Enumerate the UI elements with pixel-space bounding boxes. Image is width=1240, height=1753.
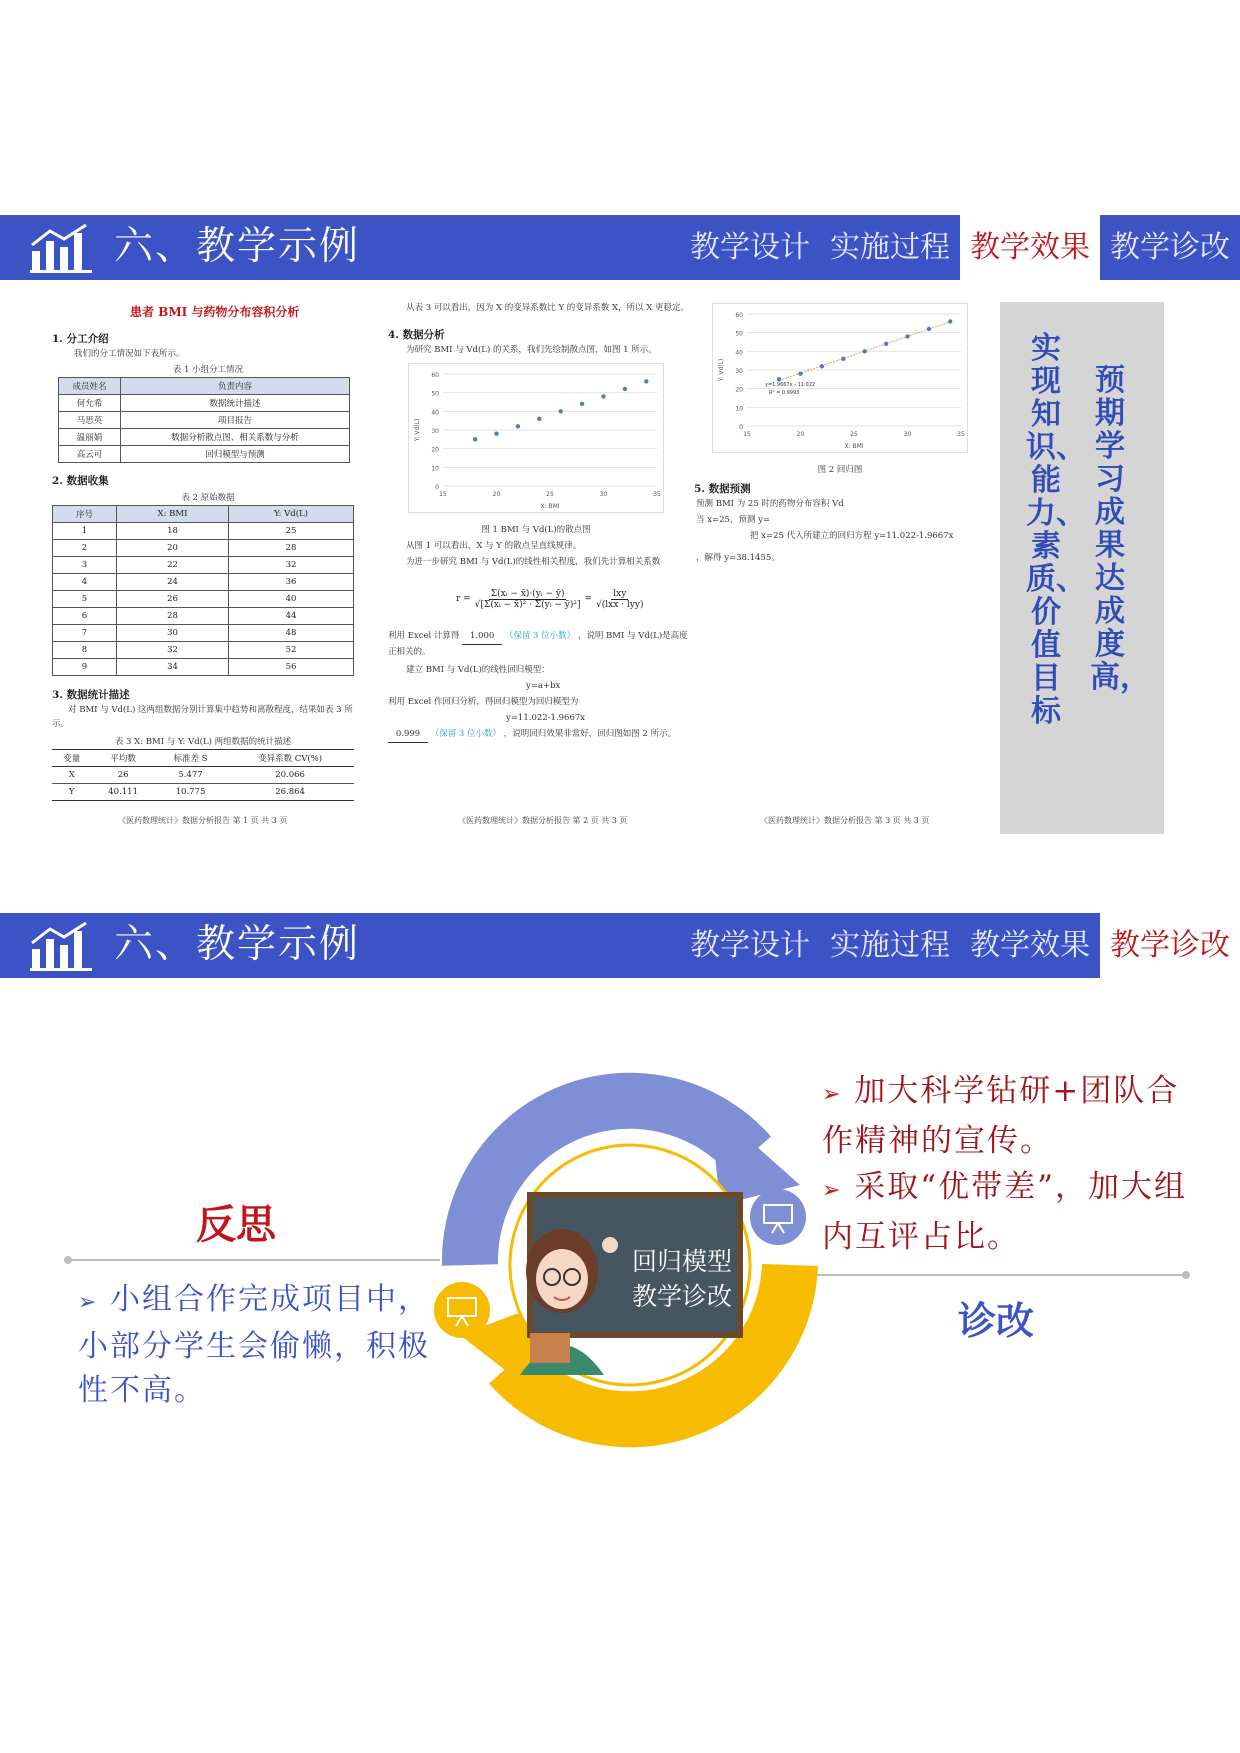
tab-teaching-effect[interactable]: 教学效果 bbox=[970, 928, 1090, 963]
excel-correlation-cont: 正相关的。 bbox=[388, 647, 431, 657]
data-point bbox=[537, 417, 541, 421]
x-tick-label: 30 bbox=[903, 431, 912, 438]
banner-tabs bbox=[680, 215, 1240, 280]
formula-denominator: √[Σ(xᵢ − x̄)² · Σ(yᵢ − ȳ)²] bbox=[474, 599, 581, 610]
arrow-right-icon: ➢ bbox=[822, 1178, 843, 1203]
board-line-2: 教学诊改 bbox=[631, 1282, 733, 1311]
section-banner-diagnosis bbox=[0, 913, 1240, 978]
prediction-result: ，解得 y=38.1455。 bbox=[696, 553, 780, 563]
presentation-icon bbox=[434, 1282, 490, 1338]
board-line-1: 回归模型 bbox=[631, 1247, 733, 1276]
table-raw-data: 序号 X: BMI Y: Vd(L) 1 18 25 2 20 28 3 22 32 4 24 36 5 26 40 6 28 44 7 30 48 8 32 52 9 34 56 bbox=[52, 505, 354, 676]
y-tick-label: 50 bbox=[431, 390, 439, 398]
page2-intro: 从表 3 可以看出，因为 X 的变异系数比 Y 的变异系数 X，所以 X 更稳定。 bbox=[406, 303, 689, 313]
fix-list bbox=[822, 1068, 1202, 1260]
prediction-text-3: 把 x=25 代入所建立的回归方程 y=11.022-1.9667x bbox=[750, 531, 954, 541]
x-tick-label: 35 bbox=[653, 491, 661, 498]
tab-teaching-diagnosis[interactable]: 教学诊改 bbox=[1110, 230, 1230, 265]
table1-caption: 表 1 小组分工情况 bbox=[172, 365, 244, 375]
banner-title: 六、教学示例 bbox=[114, 224, 361, 269]
correlation-value: 1.000 bbox=[462, 629, 502, 645]
statistics-text-2: 示。 bbox=[52, 719, 70, 729]
scatter-chart-bmi-vd bbox=[408, 363, 664, 513]
y-tick-label: 30 bbox=[431, 428, 439, 435]
y-axis-label: Y: Vd(L) bbox=[718, 358, 725, 382]
correlation-formula: r = $\frac{\text{Σ(xᵢ − x̄)·(yᵢ − ȳ)}}{\text{√[Σ(xᵢ − x̄)² · Σ(yᵢ − ȳ)²]}}$ = lxy √(lxx · lyy) bbox=[456, 588, 644, 610]
banner-tabs bbox=[680, 913, 1240, 978]
x-axis-label: X: BMI bbox=[540, 503, 560, 510]
arrow-right-icon: ➢ bbox=[822, 1082, 843, 1107]
tab-teaching-diagnosis[interactable]: 教学诊改 bbox=[1100, 913, 1240, 978]
presentation-icon bbox=[750, 1189, 806, 1245]
regression-chart bbox=[712, 303, 968, 453]
table-division: 成员姓名 负责内容 何允希 数据统计描述 马思英 项目报告 温丽娟 数据分析散点图、相关系数与分析 高云可 回归模型与预测 bbox=[58, 377, 350, 463]
reflect-title: 反思 bbox=[196, 1201, 276, 1248]
data-point bbox=[820, 364, 824, 368]
r2-line: 0.999 （保留 3 位小数） ，说明回归效果非常好，回归图如图 2 所示。 bbox=[388, 727, 676, 743]
x-tick-label: 15 bbox=[743, 431, 751, 438]
report-page-3 bbox=[694, 295, 980, 835]
y-tick-label: 10 bbox=[431, 465, 439, 473]
division-text: 我们的分工情况如下表所示。 bbox=[74, 349, 185, 359]
data-point bbox=[494, 432, 498, 436]
arrow-right-icon: ➢ bbox=[78, 1290, 99, 1315]
data-point bbox=[559, 409, 563, 413]
data-point bbox=[863, 349, 867, 353]
data-point bbox=[601, 394, 605, 398]
data-point bbox=[841, 357, 845, 361]
statistics-text-1: 对 BMI 与 Vd(L) 这两组数据分别计算集中趋势和离散程度，结果如表 3 所 bbox=[68, 705, 353, 715]
trendline-equation: y=1.9667x - 11.022 bbox=[765, 382, 816, 388]
formula-right-denominator: √(lxx · lyy) bbox=[596, 599, 644, 610]
data-point bbox=[623, 387, 627, 391]
tab-teaching-design[interactable]: 教学设计 bbox=[690, 928, 810, 963]
table-statistics: 变量 平均数 标准差 S 变异系数 CV(%) X 26 5.477 20.066 Y 40.111 10.775 26.864 bbox=[52, 749, 354, 801]
y-tick-label: 0 bbox=[435, 484, 439, 491]
data-point bbox=[516, 424, 520, 428]
fix-item bbox=[822, 1164, 1202, 1260]
banner-title: 六、教学示例 bbox=[114, 922, 361, 967]
y-tick-label: 0 bbox=[739, 424, 743, 431]
tab-implementation[interactable]: 实施过程 bbox=[830, 928, 950, 963]
x-tick-label: 30 bbox=[599, 491, 608, 498]
fig2-caption: 图 2 回归图 bbox=[817, 465, 863, 475]
data-point bbox=[473, 437, 477, 441]
y-tick-label: 60 bbox=[431, 372, 439, 379]
data-point bbox=[905, 334, 909, 338]
report-page-1 bbox=[48, 295, 358, 835]
data-point bbox=[644, 379, 648, 383]
divider-right-dot bbox=[1182, 1271, 1190, 1279]
page3-footer: 《医药数理统计》数据分析报告 第 3 页 共 3 页 bbox=[760, 816, 930, 825]
formula-fraction-2 bbox=[596, 589, 643, 610]
analysis-text-a: 从图 1 可以看出，X 与 Y 的散点呈直线规律。 bbox=[406, 541, 582, 551]
formula-left: r = bbox=[456, 594, 471, 604]
data-point bbox=[798, 372, 802, 376]
data-point bbox=[884, 342, 888, 346]
heading-statistics: 3. 数据统计描述 bbox=[52, 689, 130, 701]
y-axis-label: Y: Vd(L) bbox=[414, 418, 421, 442]
analysis-text: 为研究 BMI 与 Vd(L) 的关系，我们先绘制散点图，如图 1 所示。 bbox=[406, 345, 657, 355]
trendline-r2: R² = 0.9993 bbox=[769, 390, 800, 396]
fix-item-2: 采取“优带差”，加大组内互评占比。 bbox=[822, 1169, 1187, 1255]
goal-text-right: 预期学习成果达成度高， bbox=[1090, 363, 1150, 695]
report-page-2 bbox=[386, 295, 706, 835]
x-tick-label: 25 bbox=[850, 431, 858, 438]
formula-fraction bbox=[475, 589, 581, 610]
report-title: 患者 BMI 与药物分布容积分析 bbox=[130, 305, 300, 319]
y-tick-label: 30 bbox=[735, 368, 743, 375]
data-point bbox=[580, 402, 584, 406]
divider-left-dot bbox=[64, 1256, 72, 1264]
x-tick-label: 20 bbox=[796, 431, 805, 438]
excel-correlation-line: 利用 Excel 计算得 1.000 （保留 3 位小数） ，说明 BMI 与 Vd(L)是高度 bbox=[388, 629, 688, 645]
regression-text: 利用 Excel 作回归分析，得回归模型为回归模型为 bbox=[388, 697, 579, 707]
heading-analysis: 4. 数据分析 bbox=[388, 329, 445, 341]
divider-left bbox=[68, 1259, 440, 1261]
r2-value: 0.999 bbox=[388, 727, 428, 743]
formula-numerator: Σ(xᵢ − x̄)·(yᵢ − ȳ) bbox=[490, 588, 565, 599]
data-point bbox=[777, 377, 781, 381]
x-tick-label: 15 bbox=[439, 491, 447, 498]
fix-item-1: 加大科学钻研+团队合作精神的宣传。 bbox=[822, 1073, 1180, 1159]
y-tick-label: 40 bbox=[735, 349, 743, 357]
reflect-list bbox=[78, 1278, 438, 1413]
goal-card bbox=[1000, 302, 1164, 834]
formula-right-numerator: lxy bbox=[613, 588, 627, 599]
table2-caption: 表 2 原始数据 bbox=[181, 493, 235, 503]
data-point bbox=[948, 319, 952, 323]
fig1-caption: 图 1 BMI 与 Vd(L)的散点图 bbox=[481, 525, 591, 535]
model-equation: y=a+bx bbox=[526, 681, 561, 691]
cycle-diagram bbox=[420, 1045, 843, 1465]
regression-equation: y=11.022-1.9667x bbox=[506, 713, 586, 723]
model-text: 建立 BMI 与 Vd(L)的线性回归模型： bbox=[406, 665, 550, 675]
section-banner-effect bbox=[0, 215, 1240, 280]
data-point bbox=[927, 327, 931, 331]
x-axis-label: X: BMI bbox=[844, 443, 864, 450]
heading-division: 1. 分工介绍 bbox=[52, 333, 109, 345]
y-tick-label: 40 bbox=[431, 409, 439, 417]
x-tick-label: 35 bbox=[957, 431, 965, 438]
table3-caption: 表 3 X: BMI 与 Y: Vd(L) 两组数据的统计描述 bbox=[114, 737, 292, 747]
tab-implementation[interactable]: 实施过程 bbox=[830, 230, 950, 265]
heading-prediction: 5. 数据预测 bbox=[694, 483, 751, 495]
tab-teaching-design[interactable]: 教学设计 bbox=[690, 230, 810, 265]
y-tick-label: 20 bbox=[431, 446, 439, 454]
reflect-text: 小组合作完成项目中，小部分学生会偷懒，积极性不高。 bbox=[78, 1282, 430, 1408]
prediction-text-1: 预测 BMI 为 25 时的药物分布容积 Vd bbox=[696, 499, 844, 509]
prediction-text-2: 当 x=25，预测 y= bbox=[696, 515, 771, 525]
page2-footer: 《医药数理统计》数据分析报告 第 2 页 共 3 页 bbox=[458, 816, 628, 825]
analysis-text-b: 为进一步研究 BMI 与 Vd(L)的线性相关程度，我们先计算相关系数 bbox=[406, 557, 661, 567]
heading-data-collection: 2. 数据收集 bbox=[52, 475, 109, 487]
y-tick-label: 50 bbox=[735, 330, 743, 338]
y-tick-label: 10 bbox=[735, 405, 743, 413]
fix-item bbox=[822, 1068, 1202, 1164]
x-tick-label: 25 bbox=[546, 491, 554, 498]
tab-teaching-effect[interactable]: 教学效果 bbox=[960, 215, 1100, 280]
page1-footer: 《医药数理统计》数据分析报告 第 1 页 共 3 页 bbox=[118, 816, 288, 825]
goal-text-left: 实现知识、能力、素质、价值目标 bbox=[1026, 331, 1086, 729]
fix-title: 诊改 bbox=[958, 1298, 1035, 1343]
bar-chart-logo-icon bbox=[30, 223, 92, 273]
y-tick-label: 60 bbox=[735, 312, 743, 319]
divider-right bbox=[800, 1274, 1186, 1276]
x-tick-label: 20 bbox=[492, 491, 501, 498]
bar-chart-logo-icon bbox=[30, 921, 92, 971]
y-tick-label: 20 bbox=[735, 386, 743, 394]
